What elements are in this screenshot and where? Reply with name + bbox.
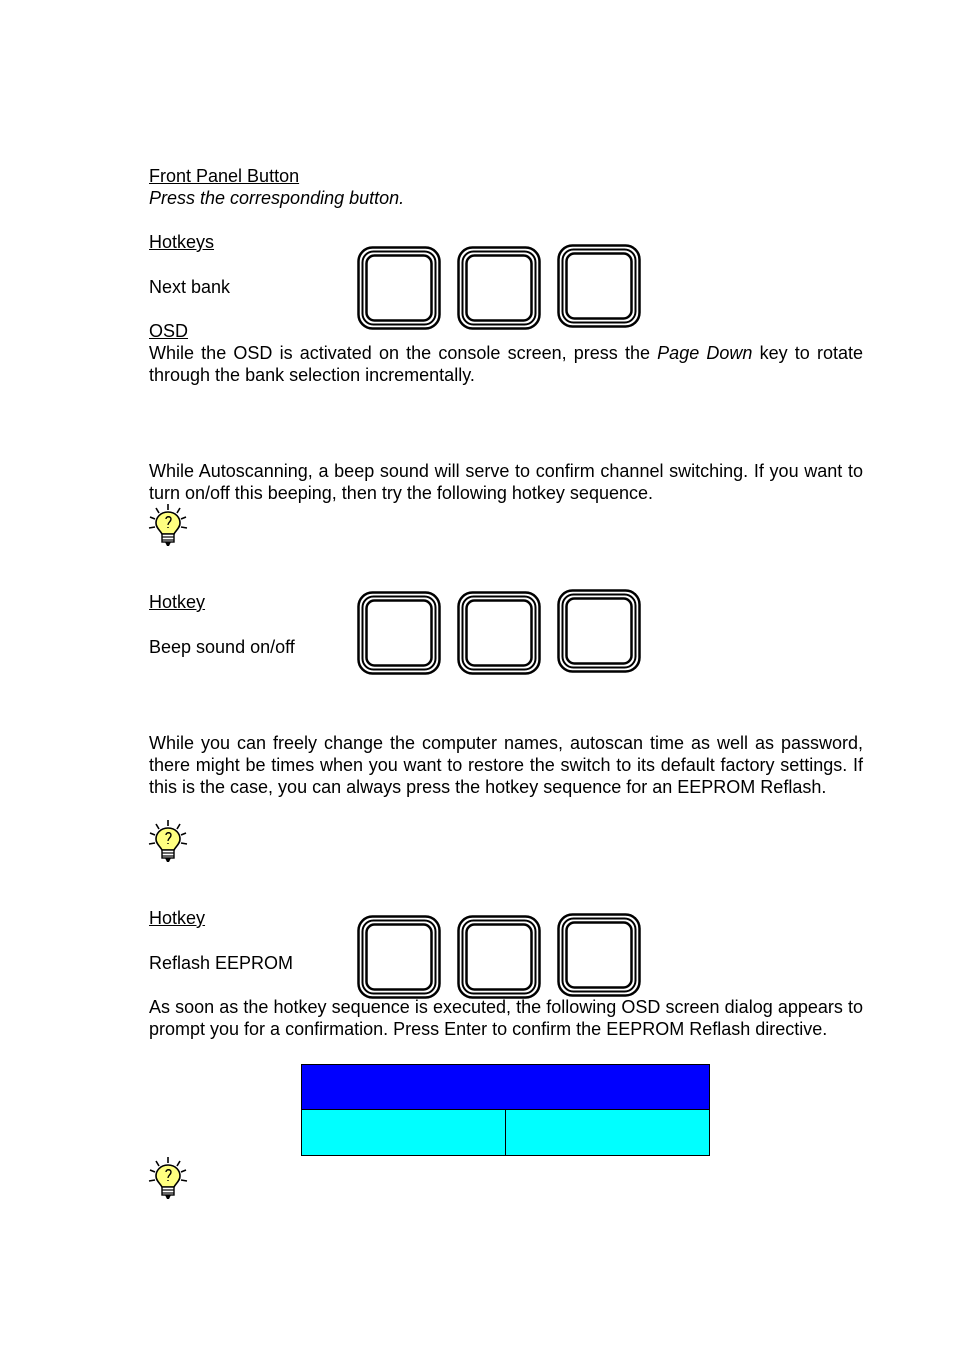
lightbulb-tip-icon: [146, 1157, 192, 1201]
keycap-outline-icon: [357, 246, 441, 330]
keycap-outline-icon: [457, 915, 541, 999]
reflash-eeprom-label: Reflash EEPROM: [149, 953, 294, 973]
next-bank-label: Next bank: [149, 277, 231, 297]
keycap-outline-icon: [457, 246, 541, 330]
hotkeys-heading: Hotkeys: [149, 232, 215, 252]
osd-paragraph: While the OSD is activated on the console screen, press the Page Down key to rotate through the bank selection incrementally.: [149, 343, 863, 385]
keycap-outline-icon: [557, 244, 641, 328]
osd-confirm-paragraph: As soon as the hotkey sequence is executed, the following OSD screen dialog appears to prompt you for a confirmation. Press Enter to confirm the EEPROM Reflash directive.: [149, 997, 863, 1039]
page-down-key-text: Page Down: [657, 343, 753, 363]
lightbulb-tip-icon: [146, 820, 192, 864]
front-panel-instruction: Press the corresponding button.: [149, 188, 405, 208]
lightbulb-tip-icon: [146, 504, 192, 548]
beep-sound-label: Beep sound on/off: [149, 637, 295, 657]
keycap-outline-icon: [557, 589, 641, 673]
keycap-outline-icon: [357, 591, 441, 675]
osd-dialog-header: [301, 1064, 710, 1110]
osd-dialog-right-button: [505, 1109, 710, 1156]
autoscan-beep-paragraph: While Autoscanning, a beep sound will serve to confirm channel switching. If you want to turn on/off this beeping, then try the following hotkey sequence.: [149, 461, 863, 503]
keycap-outline-icon: [557, 913, 641, 997]
eeprom-intro-paragraph: While you can freely change the computer names, autoscan time as well as password, there might be times when you want to restore the switch to its default factory settings. If this is the case, you can always press the hotkey sequence for an EEPROM Reflash.: [149, 733, 863, 797]
hotkey-heading: Hotkey: [149, 592, 206, 612]
front-panel-heading: Front Panel Button: [149, 166, 300, 186]
osd-heading: OSD: [149, 321, 189, 341]
osd-dialog-left-button: [301, 1109, 506, 1156]
keycap-outline-icon: [357, 915, 441, 999]
hotkey-heading: Hotkey: [149, 908, 206, 928]
keycap-outline-icon: [457, 591, 541, 675]
